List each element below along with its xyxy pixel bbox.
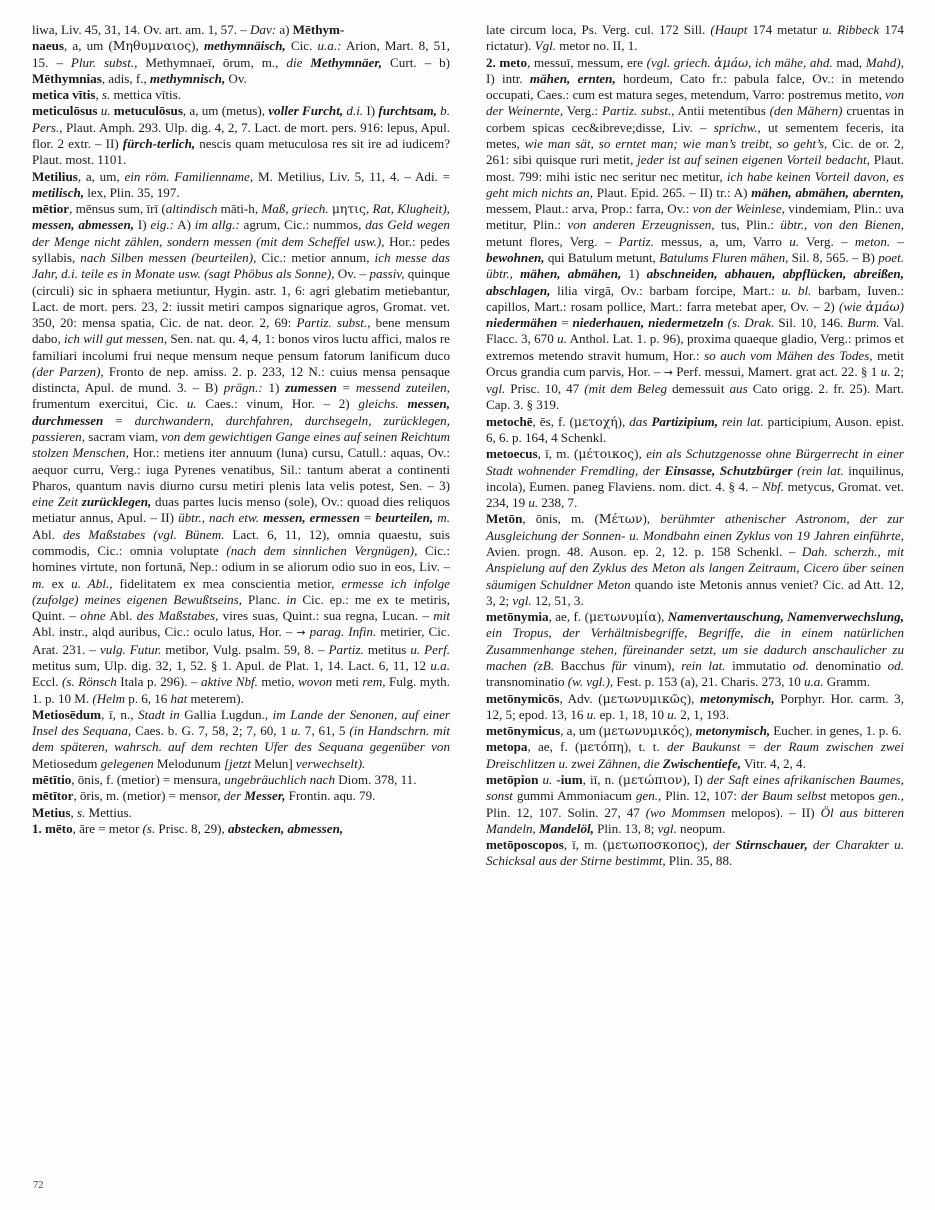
dictionary-entry: mētītio, ōnis, f. (metior) = mensura, ungebräuchlich nach Diom. 378, 11.	[32, 771, 417, 787]
dictionary-entry: 1. mēto, āre = metor (s. Prisc. 8, 29), abstecken, abmessen,	[32, 820, 344, 836]
left-column	[32, 22, 450, 1172]
dictionary-entry: metica vītis, s. mettica vītis.	[32, 87, 182, 103]
dictionary-entry: 2. meto, messuī, messum, ere (vgl. griech. ἁμáω, ich mähe, ahd. mad, Mahd), I) intr. mähen, ernten, hordeum, Cato fr.: pabula falce, Ov.: in metendo occupati, Caes.: cum est matura seges, metendum, Varro: postremus metito, von der Weinernte, Verg.: Partiz. subst., Antii metentibus (den Mähern) cruentas in corbem spicas cec&ibreve;disse, Liv. – sprichw., ut sementem feceris, ita metes, wie man sät, so erntet man; wie man’s treibt, so geht’s, Cic. de or. 2, 261: sibi quisque ruri metit, jeder ist auf seinen eigenen Vorteil bedacht, Plaut. most. 799: mihi istic nec seritur nec metitur, ich habe keinen Vorteil davon, es geht mich nichts an, Plaut. Epid. 265. – II) tr.: A) mähen, abmähen, abernten, messem, Plaut.: arva, Prop.: farra, Ov.: von der Weinlese, vindemiam, Plin.: uva metitur, Plin.: von anderen Erzeugnissen, tus, Plin.: übtr., von den Bienen, metunt flores, Verg. – Partiz. messus, a, um, Varro u. Verg. – meton. – bewohnen, qui Batulum metunt, Batulums Fluren mähen, Sil. 8, 565. – B) poet. übtr., mähen, abmähen, 1) abschneiden, abhauen, abpflücken, abreißen, abschlagen, lilia virgā, Ov.: barbam forcipe, Mart.: u. bl. barbam, Iuven.: capillos, Mart.: rosam pollice, Mart.: farra metebat aper, Ov. – 2) (wie ἁμáω) niedermähen = niederhauen, niedermetzeln (s. Drak. Sil. 10, 146. Burm. Val. Flacc. 3, 670 u. Anthol. Lat. 1. p. 96), proxima quaeque gladio, Verg.: primos et extremos metendo stravit humum, Hor.: so auch vom Mähen des Todes, metit Orcus grandia cum parvis, Hor. – → Perf. messui, Mamert. grat act. 22. § 1 u. 2; vgl. Prisc. 10, 47 (mit dem Beleg demessuit aus Cato origg. 2. fr. 25). Mart. Cap. 3. § 319.	[486, 54, 905, 413]
dictionary-entry: Metiosēdum, ī, n., Stadt in Gallia Lugdun., im Lande der Senonen, auf einer Insel des Sequana, Caes. b. G. 7, 58, 2; 7, 60, 1 u. 7, 61, 5 (in Handschrn. mit dem späteren, wahrsch. auf dem rechten Ufer des Sequana gegenüber von Metiosedum gelegenen Melodunum [jetzt Melun] verwechselt).	[32, 706, 450, 771]
dictionary-entry: Metius, s. Mettius.	[32, 804, 132, 820]
dictionary-entry: Metilius, a, um, ein röm. Familienname, M. Metilius, Liv. 5, 11, 4. – Adi. = metilisch, lex, Plin. 35, 197.	[32, 168, 450, 200]
dictionary-entry: metoecus, ī, m. (μέτοικος), ein als Schutzgenosse ohne Bürgerrecht in einer Stadt wohnender Fremdling, der Einsasse, Schutzbürger (rein lat. inquilinus, incola), Eumen. paneg Flaviens. nom. dict. 4. § 4. – Nbf. metycus, Gromat. vet. 234, 19 u. 238, 7.	[486, 446, 904, 511]
dictionary-entry: metōposcopos, ī, m. (μετωποσκοπος), der Stirnschauer, der Charakter u. Schicksal aus der Stirne bestimmt, Plin. 35, 88.	[486, 837, 904, 869]
dictionary-entry: mētītor, ōris, m. (metior) = mensor, der Messer, Frontin. aqu. 79.	[32, 788, 376, 804]
dictionary-entry: metochē, ēs, f. (μετοχή), das Partizipium, rein lat. participium, Auson. epist. 6, 6. p. 164, 4 Schenkl.	[486, 413, 904, 446]
dictionary-entry: meticulōsus u. metuculōsus, a, um (metus), voller Furcht, d.i. I) furchtsam, b. Pers., Plaut. Amph. 293. Ulp. dig. 4, 2, 7. Lact. de mort. pers. 916: lepus, Apul. flor. 2 extr. – II) fürch-terlich, nescis quam metuculosa res sit ire ad iudicem? Plaut. most. 1101.	[32, 103, 451, 168]
text-columns	[32, 22, 904, 1172]
dictionary-entry: metopa, ae, f. (μετόπη), t. t. der Baukunst = der Raum zwischen zwei Dreischlitzen u. zwei Zähnen, die Zwischentiefe, Vitr. 4, 2, 4.	[486, 739, 904, 771]
dictionary-entry: liwa, Liv. 45, 31, 14. Ov. art. am. 1, 57. – Dav: a) Mēthym- naeus, a, um (Μηθυμναιος), methymnäisch, Cic. u.a.: Arion, Mart. 8, 51, 15. – Plur. subst., Methymnaeī, ōrum, m., die Methymnäer, Curt. – b) Mēthymnias, adis, f., methymnisch, Ov.	[32, 22, 451, 86]
page-number: 72	[33, 1180, 44, 1191]
dictionary-entry: metōnymicus, a, um (μετωνυμικός), metonymisch, Eucher. in genes, 1. p. 6.	[486, 723, 902, 739]
right-column	[486, 22, 904, 1172]
dictionary-entry: mētior, mēnsus sum, īrī (altindisch māti-h, Maß, griech. μητις, Rat, Klugheit), messen, abmessen, I) eig.: A) im allg.: agrum, Cic.: nummos, das Geld wegen der Menge nicht zählen, sondern messen (mit dem Scheffel usw.), Hor.: pedes syllabis, nach Silben messen (beurteilen), Cic.: metior annum, ich messe das Jahr, d.i. teile es in Monate usw. (sagt Phöbus als Sonne), Ov. – passiv, quinque (circuli) sic in sphaera metiuntur, Hygin. astr. 1, 6: agri glebatim metiebantur, Lact. de mort. pers. 23, 2: iussit metiri campos signarique agros, Gromat. vet. 350, 20: mensa spatia, Cic. de nat. deor. 2, 69: Partiz. subst., bene mensum dabo, ich will gut messen, Sen. nat. qu. 4, 4, 1: bonos viros luctu affici, malos re familiari incolumi frui neque mensum neque pensum fatorum lanificum duco (der Parzen), Fronto de nep. amiss. 2. p. 233, 12 N.: cuius mensa pensaque distincta, Apul. de mund. 3. – B) prägn.: 1) zumessen = messend zuteilen, frumentum exercitui, Cic. u. Caes.: vinum, Hor. – 2) gleichs. messen, durchmessen = durchwandern, durchfahren, durchsegeln, zurücklegen, passieren, sacram viam, von dem gewichtigen Gange eines auf seinen Reichtum stolzen Menschen, Hor.: metiens iter annuum (luna) cursu, Catull.: aquas, Ov.: aequor curru, Verg.: iuga Pyrenes venatibus, Sil.: tantum aberat a continenti Pharos, quantum navis diurno cursu metiri plenis lata velis potest, Sen. – 3) eine Zeit zurücklegen, duas partes lucis menso (sole), Ov.: quoad dies reliquos metiatur annus, Apul. – II) übtr., nach etw. messen, ermessen = beurteilen, m. Abl. des Maßstabes (vgl. Bünem. Lact. 6, 11, 12), omnia quaestu, suis commodis, Cic.: omnia voluptate (nach dem sinnlichen Vergnügen), Cic.: homines virtute, non fortunā, Nep.: odium in se aliorum odio suo in eos, Liv. – m. ex u. Abl., fidelitatem ex mea conscientia metior, ermesse ich infolge (zufolge) meines eigenen Bewußtseins, Planc. in Cic. ep.: me ex te metiris, Quint. – ohne Abl. des Maßstabes, vires suas, Quint.: sua regna, Lucan. – mit Abl. instr., alqd auribus, Cic.: oculo latus, Hor. – → parag. Infin. metirier, Cic. Arat. 231. – vulg. Futur. metibor, Vulg. psalm. 59, 8. – Partiz. metitus u. Perf. metitus sum, Ulp. dig. 32, 1, 52. § 1. Apul. de Plat. 1, 14. Lact. 6, 11, 12 u.a. Eccl. (s. Rönsch Itala p. 296). – aktive Nbf. metio, wovon meti rem, Fulg. myth. 1. p. 10 M. (Helm p. 6, 16 hat meterem).	[32, 201, 451, 706]
dictionary-entry: late circum loca, Ps. Verg. cul. 172 Sill. (Haupt 174 metatur u. Ribbeck 174 rictatur). Vgl. metor no. II, 1.	[486, 22, 904, 54]
dictionary-entry: metōnymia, ae, f. (μετωνυμία), Namenvertauschung, Namenverwechslung, ein Tropus, der Verhältnisbegriffe, Begriffe, die in einem natürlichen Zusammenhange stehen, füreinander setzt, um sie dadurch anschaulicher zu machen (zB. Bacchus für vinum), rein lat. immutatio od. denominatio od. transnominatio (w. vgl.), Fest. p. 153 (a), 21. Charis. 273, 10 u.a. Gramm.	[486, 609, 904, 690]
dictionary-entry: metōnymicōs, Adv. (μετωνυμικῶς), metonymisch, Porphyr. Hor. carm. 3, 12, 5; epod. 13, 16 u. ep. 1, 18, 10 u. 2, 1, 193.	[486, 690, 904, 722]
dictionary-entry: metōpion u. -ium, iī, n. (μετώπιον), I) der Saft eines afrikanischen Baumes, sonst gummi Ammoniacum gen., Plin. 12, 107: der Baum selbst metopos gen., Plin. 12, 107. Solin. 27, 47 (wo Mommsen melopos). – II) Öl aus bitteren Mandeln, Mandelöl, Plin. 13, 8; vgl. neopum.	[486, 771, 905, 836]
dictionary-entry: Metōn, ōnis, m. (Μέτων), berühmter athenischer Astronom, der zur Ausgleichung der Sonnen- u. Mondbahn einen Zyklus von 19 Jahren einführte, Avien. progn. 48. Auson. ep. 2, 12. p. 158 Schenkl. – Dah. scherzh., mit Anspielung auf den Zyklus des Meton als langen Zeitraum, Cicero über seinen säumigen Schuldner Meton quando iste Metonis annus veniet? Cic. ad Att. 12, 3, 2; vgl. 12, 51, 3.	[486, 511, 905, 608]
